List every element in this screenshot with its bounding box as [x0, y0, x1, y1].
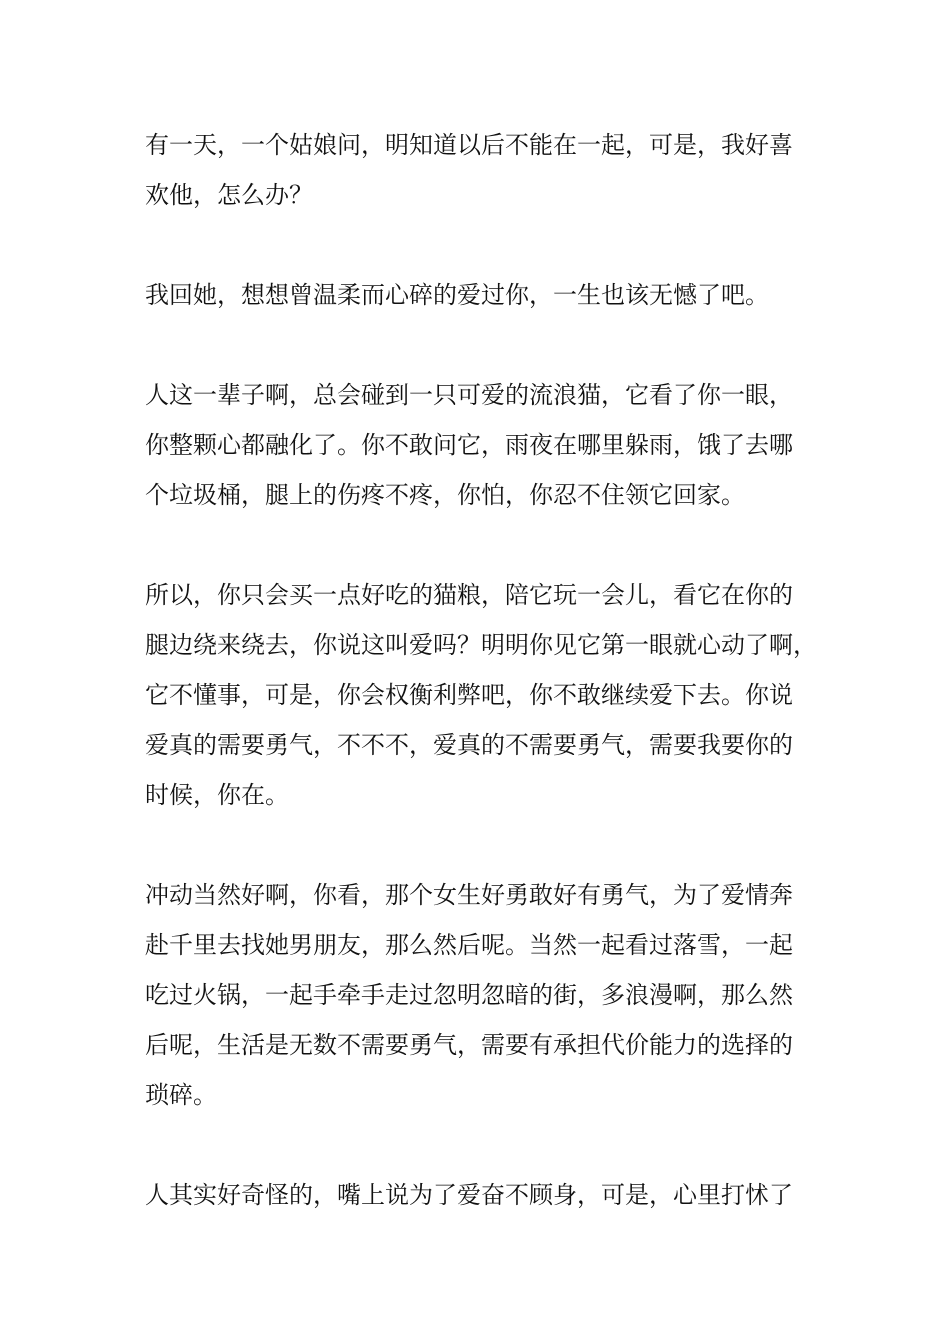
text-line: 爱真的需要勇气，不不不，爱真的不需要勇气，需要我要你的 — [145, 731, 793, 759]
paragraph-2 — [145, 270, 825, 320]
paragraph-3 — [145, 370, 825, 520]
text-line: 赴千里去找她男朋友，那么然后呢。当然一起看过落雪，一起 — [145, 931, 793, 959]
text-line: 吃过火锅，一起手牵手走过忽明忽暗的街，多浪漫啊，那么然 — [145, 981, 793, 1009]
article-body — [145, 120, 825, 1270]
text-line: 个垃圾桶，腿上的伤疼不疼，你怕，你忍不住领它回家。 — [145, 481, 745, 509]
text-line: 琐碎。 — [145, 1081, 217, 1109]
text-line: 冲动当然好啊，你看，那个女生好勇敢好有勇气，为了爱情奔 — [145, 881, 793, 909]
text-line: 我回她，想想曾温柔而心碎的爱过你，一生也该无憾了吧。 — [145, 281, 769, 309]
paragraph-4 — [145, 570, 825, 820]
text-line: 人这一辈子啊，总会碰到一只可爱的流浪猫，它看了你一眼， — [145, 381, 793, 409]
text-line: 它不懂事，可是，你会权衡利弊吧，你不敢继续爱下去。你说 — [145, 681, 793, 709]
text-line: 人其实好奇怪的，嘴上说为了爱奋不顾身，可是，心里打怵了 — [145, 1181, 793, 1209]
text-line: 后呢，生活是无数不需要勇气，需要有承担代价能力的选择的 — [145, 1031, 793, 1059]
text-line: 有一天，一个姑娘问，明知道以后不能在一起，可是，我好喜 — [145, 131, 793, 159]
text-line: 腿边绕来绕去，你说这叫爱吗？明明你见它第一眼就心动了啊， — [145, 631, 817, 659]
text-line: 所以，你只会买一点好吃的猫粮，陪它玩一会儿，看它在你的 — [145, 581, 793, 609]
paragraph-1 — [145, 120, 825, 220]
paragraph-5 — [145, 870, 825, 1120]
text-line: 欢他，怎么办？ — [145, 181, 313, 209]
text-line: 你整颗心都融化了。你不敢问它，雨夜在哪里躲雨，饿了去哪 — [145, 431, 793, 459]
text-line: 时候，你在。 — [145, 781, 289, 809]
paragraph-6 — [145, 1170, 825, 1220]
